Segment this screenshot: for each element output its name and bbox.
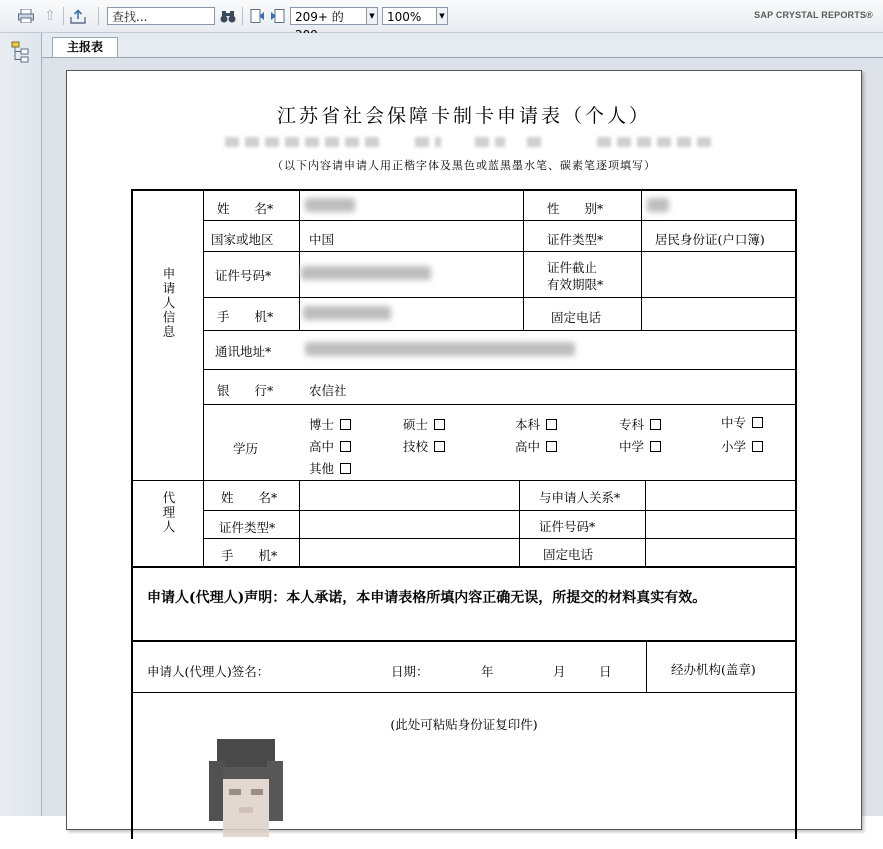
year-label: 年 <box>481 664 494 679</box>
checkbox[interactable] <box>546 419 557 430</box>
checkbox[interactable] <box>752 417 763 428</box>
binoculars-search-icon[interactable] <box>218 6 238 26</box>
id-number-label: 证件号码* <box>215 268 272 283</box>
edu-option[interactable]: 技校 <box>403 437 445 455</box>
redacted-name <box>305 198 355 212</box>
checkbox[interactable] <box>340 419 351 430</box>
page-dropdown-chevron-icon[interactable]: ▼ <box>367 7 378 25</box>
education-label: 学历 <box>233 441 259 456</box>
photo-instruction: (此处可粘贴身份证复印件) <box>390 717 538 732</box>
redacted-text <box>225 137 385 147</box>
redacted-text <box>597 137 715 147</box>
edu-option[interactable]: 专科 <box>619 415 661 433</box>
redacted-text <box>415 137 441 147</box>
next-page-icon[interactable] <box>268 6 288 26</box>
signature-label: 申请人(代理人)签名： <box>147 664 270 679</box>
toolbar-separator <box>242 7 243 25</box>
redacted-mobile <box>303 306 391 320</box>
checkbox[interactable] <box>340 441 351 452</box>
agency-seal-label: 经办机构(盖章) <box>671 662 756 677</box>
toolbar-separator <box>98 7 99 25</box>
toolbar-separator <box>63 7 64 25</box>
group-tree-panel <box>0 33 42 816</box>
edu-option[interactable]: 硕士 <box>403 415 445 433</box>
redacted-text <box>527 137 541 147</box>
checkbox[interactable] <box>650 441 661 452</box>
checkbox[interactable] <box>340 463 351 474</box>
agent-name-label: 姓 名* <box>221 490 278 505</box>
form-title: 江苏省社会保障卡制卡申请表（个人） <box>276 105 651 127</box>
address-label: 通讯地址* <box>215 344 272 359</box>
redacted-address <box>305 342 575 356</box>
checkbox[interactable] <box>752 441 763 452</box>
zoom-dropdown-chevron-icon[interactable]: ▼ <box>437 7 448 25</box>
id-type-label: 证件类型* <box>547 232 604 247</box>
month-label: 月 <box>553 664 566 679</box>
tab-main-report[interactable]: 主报表 <box>52 37 118 57</box>
zoom-field[interactable]: 100% <box>382 7 437 25</box>
id-type-value: 居民身份证(户口簿) <box>655 232 765 247</box>
edu-option[interactable]: 高中 <box>309 437 351 455</box>
gender-label: 性 别* <box>547 201 604 216</box>
day-label: 日 <box>599 664 612 679</box>
export-icon[interactable] <box>68 6 88 26</box>
country-value: 中国 <box>309 232 335 247</box>
form-instruction: （以下内容请申请人用正楷字体及黑色或蓝黑墨水笔、碳素笔逐项填写） <box>272 159 656 172</box>
previous-page-icon[interactable] <box>247 6 267 26</box>
checkbox[interactable] <box>434 441 445 452</box>
redacted-gender <box>647 198 669 212</box>
up-arrow-icon[interactable]: ⇧ <box>44 8 56 24</box>
edu-option[interactable]: 中学 <box>619 437 661 455</box>
application-form <box>131 189 797 839</box>
edu-option[interactable]: 博士 <box>309 415 351 433</box>
mobile-label: 手 机* <box>217 309 274 324</box>
report-toolbar <box>0 0 883 33</box>
checkbox[interactable] <box>434 419 445 430</box>
checkbox[interactable] <box>650 419 661 430</box>
edu-option[interactable]: 其他 <box>309 459 351 477</box>
agent-mobile-label: 手 机* <box>221 548 278 563</box>
redacted-id-number <box>301 266 431 280</box>
search-input[interactable]: 查找... <box>107 7 215 25</box>
landline-label: 固定电话 <box>551 310 602 325</box>
report-tab-strip <box>42 33 883 58</box>
report-viewer[interactable] <box>42 58 883 816</box>
edu-option[interactable]: 本科 <box>515 415 557 433</box>
agent-id-type-label: 证件类型* <box>219 520 276 535</box>
id-expiry-label: 证件截止 <box>547 260 598 275</box>
agent-landline-label: 固定电话 <box>543 547 594 562</box>
bank-value: 农信社 <box>309 383 347 398</box>
date-label: 日期： <box>391 664 429 679</box>
name-label: 姓 名* <box>217 201 274 216</box>
applicant-section-label: 申请人信息 <box>161 267 176 340</box>
edu-option[interactable]: 中专 <box>721 413 763 431</box>
checkbox[interactable] <box>546 441 557 452</box>
report-page <box>66 70 862 830</box>
group-tree-toggle-icon[interactable] <box>11 41 31 63</box>
agent-id-number-label: 证件号码* <box>539 519 596 534</box>
brand-logo: SAP CRYSTAL REPORTS® <box>754 10 873 20</box>
edu-option[interactable]: 高中 <box>515 437 557 455</box>
redacted-text <box>475 137 505 147</box>
id-expiry-label-2: 有效期限* <box>547 277 604 292</box>
bank-label: 银 行* <box>217 383 274 398</box>
agent-section-label: 代理人 <box>161 491 176 535</box>
declaration-text: 申请人(代理人)声明：本人承诺，本申请表格所填内容正确无误，所提交的材料真实有效。 <box>147 590 707 606</box>
agent-relation-label: 与申请人关系* <box>539 490 621 505</box>
country-label: 国家或地区 <box>211 232 274 247</box>
id-photo <box>203 739 289 849</box>
page-number-field[interactable]: 209+ 的 <box>290 7 367 25</box>
edu-option[interactable]: 小学 <box>721 437 763 455</box>
print-icon[interactable] <box>16 6 36 26</box>
